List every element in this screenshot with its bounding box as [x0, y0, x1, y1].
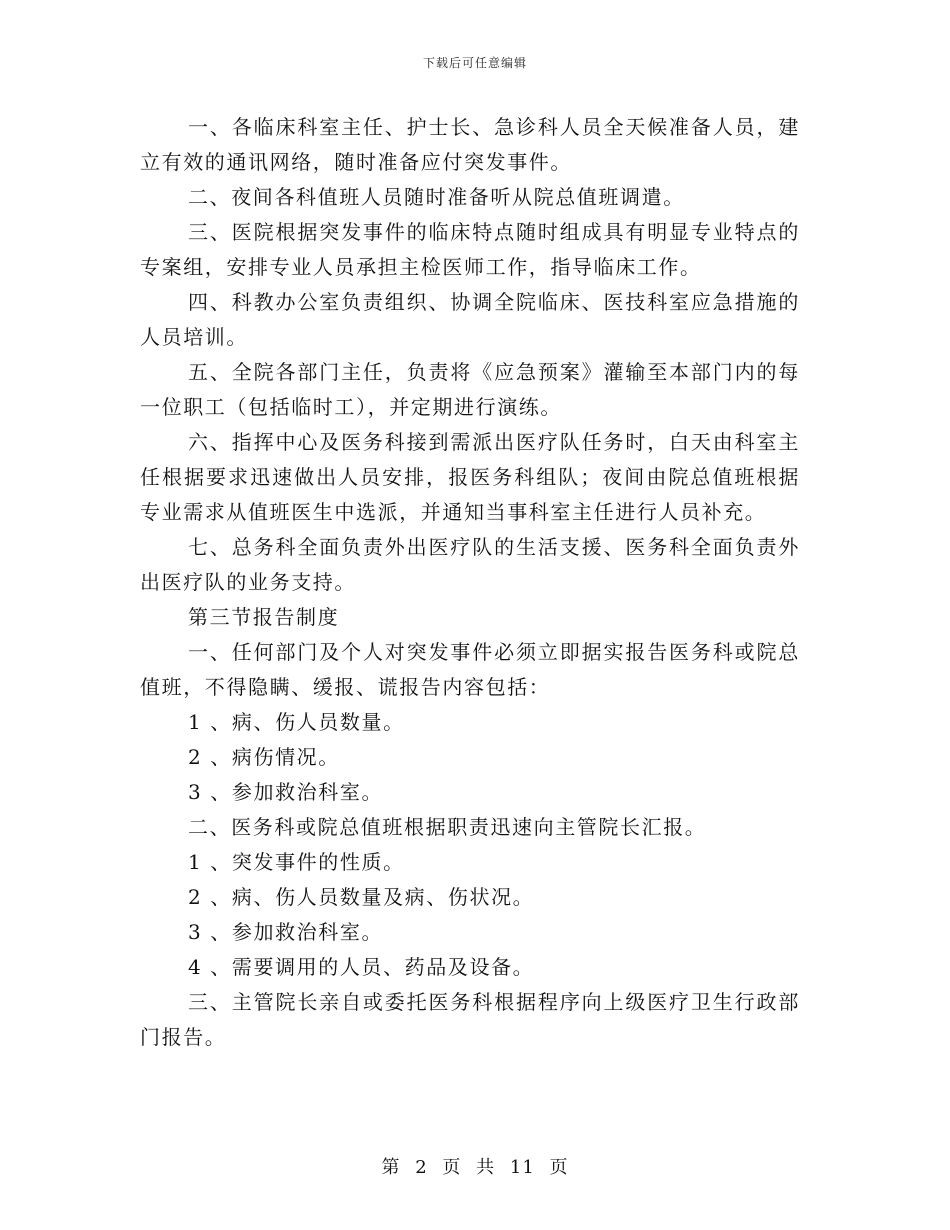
list-item: 3 、参加救治科室。	[188, 780, 384, 804]
paragraph: 三、医院根据突发事件的临床特点随时组成具有明显专业特点的专案组，安排专业人员承担主检医师工作，指导临床工作。	[140, 220, 800, 279]
paragraph: 二、医务科或院总值班根据职责迅速向主管院长汇报。	[188, 815, 707, 839]
paragraph: 一、任何部门及个人对突发事件必须立即据实报告医务科或院总值班，不得隐瞒、缓报、谎报告内容包括：	[140, 640, 800, 699]
list-item: 3 、参加救治科室。	[188, 920, 384, 944]
paragraph: 五、全院各部门主任，负责将《应急预案》灌输至本部门内的每一位职工（包括临时工），并定期进行演练。	[140, 360, 800, 419]
list-item: 1 、突发事件的性质。	[188, 850, 405, 874]
document-body	[140, 110, 800, 1055]
page-header	[0, 54, 950, 71]
paragraph: 七、总务科全面负责外出医疗队的生活支援、医务科全面负责外出医疗队的业务支持。	[140, 535, 800, 594]
list-item: 4 、需要调用的人员、药品及设备。	[188, 955, 535, 979]
list-item: 1 、病、伤人员数量。	[188, 710, 405, 734]
list-item: 2 、病、伤人员数量及病、伤状况。	[188, 885, 535, 909]
footer-current-page: 2	[415, 1157, 428, 1178]
footer-label-total-unit: 页	[549, 1157, 569, 1178]
paragraph: 三、主管院长亲自或委托医务科根据程序向上级医疗卫生行政部门报告。	[140, 990, 800, 1049]
list-item: 2 、病伤情况。	[188, 745, 340, 769]
footer-label-total: 共	[476, 1157, 496, 1178]
paragraph: 六、指挥中心及医务科接到需派出医疗队任务时，白天由科室主任根据要求迅速做出人员安排，报医务科组队；夜间由院总值班根据专业需求从值班医生中选派，并通知当事科室主任进行人员补充。	[140, 430, 800, 524]
paragraph: 一、各临床科室主任、护士长、急诊科人员全天候准备人员，建立有效的通讯网络，随时准备应付突发事件。	[140, 115, 800, 174]
paragraph: 四、科教办公室负责组织、协调全院临床、医技科室应急措施的人员培训。	[140, 290, 800, 349]
footer-label-page: 第	[381, 1157, 401, 1178]
header-text: 下载后可任意编辑	[422, 56, 527, 70]
section-heading: 第三节报告制度	[188, 605, 340, 629]
footer-label-page-unit: 页	[442, 1157, 462, 1178]
footer-total-pages: 11	[509, 1157, 535, 1178]
paragraph: 二、夜间各科值班人员随时准备听从院总值班调遣。	[188, 185, 685, 209]
page-footer	[0, 1153, 950, 1179]
